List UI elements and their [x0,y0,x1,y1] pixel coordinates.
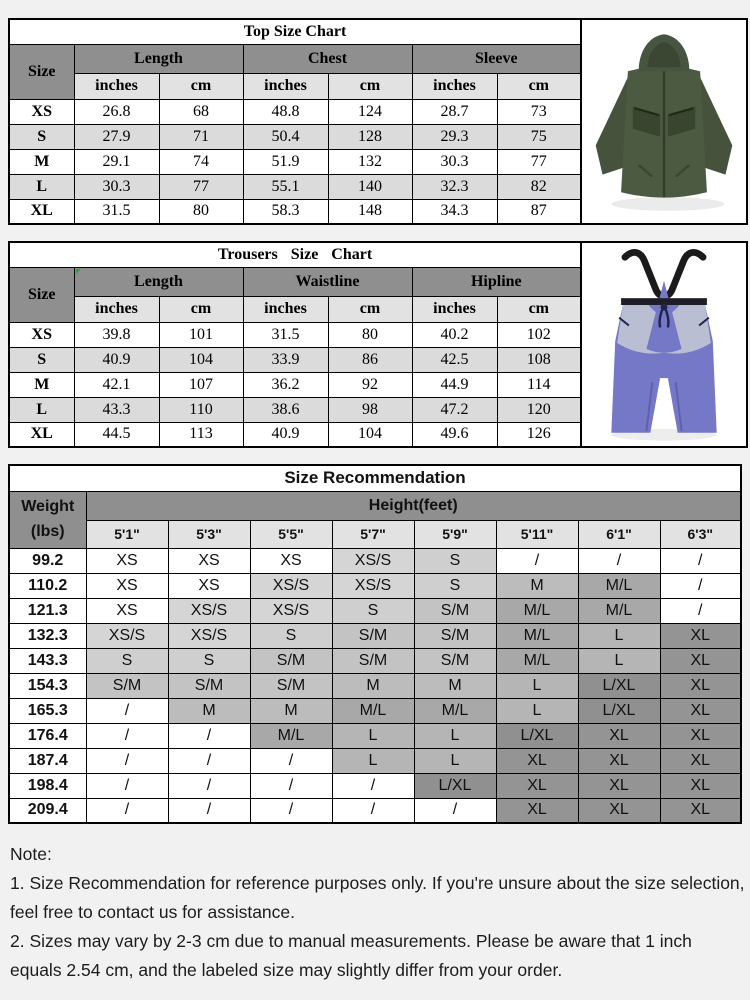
trousers-chart-title: Trousers Size Chart [9,242,581,267]
rec-cell: S/M [414,598,496,623]
rec-cell: M/L [578,573,660,598]
size-cell: XS [9,322,74,347]
measure-cell: 86 [328,347,412,372]
table-row [9,124,581,149]
rec-cell: / [86,698,168,723]
table-row [9,648,741,673]
rec-cell: L [332,723,414,748]
measure-cell: 71 [159,124,243,149]
rec-cell: L/XL [414,773,496,798]
measure-cell: 120 [497,397,581,422]
rec-cell: S/M [414,623,496,648]
measure-cell: 40.9 [243,422,328,447]
unit-header: inches [74,296,159,322]
height-header: 6'1" [578,520,660,548]
table-row [9,422,581,447]
hipline-group-header: Hipline [412,267,581,296]
measure-cell: 80 [328,322,412,347]
rec-cell: S/M [168,673,250,698]
size-cell: S [9,347,74,372]
rec-cell: XS [86,548,168,573]
unit-header: cm [328,73,412,99]
table-row [9,347,581,372]
table-row [9,322,581,347]
unit-header: cm [497,73,581,99]
rec-cell: / [168,773,250,798]
measure-cell: 126 [497,422,581,447]
rec-cell: M/L [496,598,578,623]
measure-cell: 32.3 [412,174,497,199]
measure-cell: 73 [497,99,581,124]
rec-cell: L/XL [578,673,660,698]
trousers-chart-row [8,241,748,448]
weight-header-line1: Weight [21,497,75,515]
rec-cell: / [660,573,741,598]
rec-cell: L [496,673,578,698]
rec-cell: M [496,573,578,598]
rec-cell: XL [660,648,741,673]
measure-cell: 101 [159,322,243,347]
rec-cell: S/M [332,623,414,648]
measure-cell: 31.5 [243,322,328,347]
measure-cell: 51.9 [243,149,328,174]
weight-cell: 99.2 [9,548,86,573]
measure-cell: 98 [328,397,412,422]
rec-cell: S/M [414,648,496,673]
rec-cell: S/M [332,648,414,673]
weight-cell: 110.2 [9,573,86,598]
jacket-image-panel [582,18,748,225]
rec-cell: L/XL [496,723,578,748]
rec-cell: XS/S [250,573,332,598]
rec-cell: / [250,798,332,823]
unit-header: inches [412,296,497,322]
unit-header: cm [497,296,581,322]
table-row [9,673,741,698]
rec-cell: XL [496,748,578,773]
height-header: 5'7" [332,520,414,548]
rec-cell: XL [660,673,741,698]
measure-cell: 30.3 [74,174,159,199]
rec-cell: M/L [496,623,578,648]
measure-cell: 87 [497,199,581,224]
rec-cell: L [496,698,578,723]
weight-cell: 132.3 [9,623,86,648]
measure-cell: 34.3 [412,199,497,224]
height-header: 5'9" [414,520,496,548]
table-row [9,397,581,422]
measure-cell: 50.4 [243,124,328,149]
rec-cell: L [414,723,496,748]
rec-cell: / [168,748,250,773]
measure-cell: 27.9 [74,124,159,149]
rec-cell: / [250,773,332,798]
table-row [9,723,741,748]
unit-header: inches [412,73,497,99]
rec-cell: L [578,623,660,648]
rec-cell: M [332,673,414,698]
height-header: 6'3" [660,520,741,548]
measure-cell: 77 [159,174,243,199]
rec-cell: / [660,598,741,623]
measure-cell: 82 [497,174,581,199]
measure-cell: 58.3 [243,199,328,224]
size-cell: L [9,174,74,199]
rec-cell: XS [86,573,168,598]
unit-header: cm [159,296,243,322]
size-cell: XL [9,199,74,224]
rec-cell: XL [578,798,660,823]
measure-cell: 31.5 [74,199,159,224]
unit-header: inches [243,296,328,322]
rec-cell: XL [496,773,578,798]
rec-cell: XL [660,773,741,798]
unit-header: cm [328,296,412,322]
rec-cell: XL [660,748,741,773]
trousers-product-image [584,245,744,445]
measure-cell: 124 [328,99,412,124]
length-group-header: Length [74,44,243,73]
rec-cell: S [332,598,414,623]
rec-cell: / [250,748,332,773]
measure-cell: 39.8 [74,322,159,347]
trousers-image-panel [582,241,748,448]
note-item-2: 2. Sizes may vary by 2-3 cm due to manual measurements. Please be aware that 1 inch equals 2.54 cm, and the labeled size may slightly differ from your order. [10,931,692,980]
size-cell: M [9,372,74,397]
rec-cell: / [578,548,660,573]
rec-cell: XS [168,573,250,598]
height-header: 5'11" [496,520,578,548]
measure-cell: 47.2 [412,397,497,422]
rec-cell: XS/S [168,598,250,623]
size-recommendation-table [8,464,742,824]
size-cell: L [9,397,74,422]
top-chart-title: Top Size Chart [9,19,581,44]
size-cell: M [9,149,74,174]
rec-cell: XS [168,548,250,573]
length-group-label: Length [134,272,183,290]
recommendation-title: Size Recommendation [9,465,741,491]
rec-cell: L [414,748,496,773]
height-header: 5'5" [250,520,332,548]
table-row [9,748,741,773]
measure-cell: 43.3 [74,397,159,422]
unit-header: inches [74,73,159,99]
size-column-header: Size [9,44,74,99]
rec-cell: / [168,798,250,823]
size-cell: XS [9,99,74,124]
rec-cell: XS/S [250,598,332,623]
measure-cell: 55.1 [243,174,328,199]
rec-cell: S [414,548,496,573]
measure-cell: 42.1 [74,372,159,397]
rec-cell: XL [496,798,578,823]
measure-cell: 108 [497,347,581,372]
table-row [9,99,581,124]
rec-cell: S [414,573,496,598]
table-row [9,773,741,798]
measure-cell: 36.2 [243,372,328,397]
rec-cell: / [86,798,168,823]
measure-cell: 44.9 [412,372,497,397]
rec-cell: / [168,723,250,748]
note-label: Note: [10,844,52,864]
note-section [8,840,746,985]
weight-cell: 121.3 [9,598,86,623]
measure-cell: 92 [328,372,412,397]
rec-cell: / [332,798,414,823]
table-row [9,573,741,598]
rec-cell: M [250,698,332,723]
rec-cell: M/L [332,698,414,723]
measure-cell: 102 [497,322,581,347]
measure-cell: 104 [328,422,412,447]
measure-cell: 128 [328,124,412,149]
measure-cell: 74 [159,149,243,174]
rec-cell: / [86,723,168,748]
measure-cell: 107 [159,372,243,397]
rec-cell: / [86,773,168,798]
table-row [9,548,741,573]
rec-cell: XL [578,748,660,773]
rec-cell: XL [660,623,741,648]
measure-cell: 77 [497,149,581,174]
measure-cell: 42.5 [412,347,497,372]
height-header: 5'3" [168,520,250,548]
table-row [9,698,741,723]
measure-cell: 110 [159,397,243,422]
rec-cell: XL [660,698,741,723]
rec-cell: XS [250,548,332,573]
measure-cell: 114 [497,372,581,397]
measure-cell: 49.6 [412,422,497,447]
chest-group-header: Chest [243,44,412,73]
measure-cell: 44.5 [74,422,159,447]
size-column-header: Size [9,267,74,322]
rec-cell: XS/S [332,548,414,573]
size-cell: S [9,124,74,149]
measure-cell: 40.2 [412,322,497,347]
note-item-1: 1. Size Recommendation for reference purposes only. If you're unsure about the size selection, feel free to contact us for assistance. [10,873,745,922]
measure-cell: 113 [159,422,243,447]
rec-cell: S [86,648,168,673]
rec-cell: XS/S [86,623,168,648]
rec-cell: / [332,773,414,798]
top-size-chart-table [8,18,582,225]
table-row [9,372,581,397]
measure-cell: 132 [328,149,412,174]
rec-cell: XL [578,723,660,748]
rec-cell: XS/S [332,573,414,598]
rec-cell: / [660,548,741,573]
rec-cell: S/M [86,673,168,698]
measure-cell: 80 [159,199,243,224]
unit-header: cm [159,73,243,99]
height-group-header: Height(feet) [86,491,741,520]
table-row [9,199,581,224]
length-group-header [74,267,243,296]
weight-cell: 176.4 [9,723,86,748]
rec-cell: / [414,798,496,823]
rec-cell: S/M [250,648,332,673]
height-header: 5'1" [86,520,168,548]
weight-cell: 187.4 [9,748,86,773]
rec-cell: L/XL [578,698,660,723]
waistline-group-header: Waistline [243,267,412,296]
table-row [9,149,581,174]
rec-cell: L [332,748,414,773]
trousers-size-chart-table [8,241,582,448]
measure-cell: 29.1 [74,149,159,174]
measure-cell: 29.3 [412,124,497,149]
rec-cell: S [168,648,250,673]
weight-cell: 165.3 [9,698,86,723]
measure-cell: 28.7 [412,99,497,124]
rec-cell: M/L [496,648,578,673]
rec-cell: L [578,648,660,673]
table-row [9,623,741,648]
rec-cell: M/L [414,698,496,723]
measure-cell: 104 [159,347,243,372]
rec-cell: XS/S [168,623,250,648]
measure-cell: 48.8 [243,99,328,124]
table-row [9,598,741,623]
measure-cell: 40.9 [74,347,159,372]
rec-cell: M/L [578,598,660,623]
rec-cell: M [414,673,496,698]
measure-cell: 30.3 [412,149,497,174]
jacket-product-image [584,22,744,222]
rec-cell: S/M [250,673,332,698]
rec-cell: / [86,748,168,773]
measure-cell: 26.8 [74,99,159,124]
measure-cell: 148 [328,199,412,224]
weight-cell: 198.4 [9,773,86,798]
weight-cell: 154.3 [9,673,86,698]
table-row [9,798,741,823]
rec-cell: XL [660,723,741,748]
measure-cell: 75 [497,124,581,149]
sleeve-group-header: Sleeve [412,44,581,73]
rec-cell: XL [578,773,660,798]
rec-cell: S [250,623,332,648]
measure-cell: 38.6 [243,397,328,422]
rec-cell: / [496,548,578,573]
weight-column-header [9,491,86,548]
weight-cell: 209.4 [9,798,86,823]
rec-cell: M [168,698,250,723]
weight-cell: 143.3 [9,648,86,673]
unit-header: inches [243,73,328,99]
table-row [9,174,581,199]
rec-cell: M/L [250,723,332,748]
rec-cell: XL [660,798,741,823]
weight-header-line2: (lbs) [30,522,65,540]
cell-corner-marker-icon [76,269,81,274]
measure-cell: 140 [328,174,412,199]
top-chart-row [8,18,748,225]
measure-cell: 68 [159,99,243,124]
rec-cell: XS [86,598,168,623]
measure-cell: 33.9 [243,347,328,372]
size-cell: XL [9,422,74,447]
